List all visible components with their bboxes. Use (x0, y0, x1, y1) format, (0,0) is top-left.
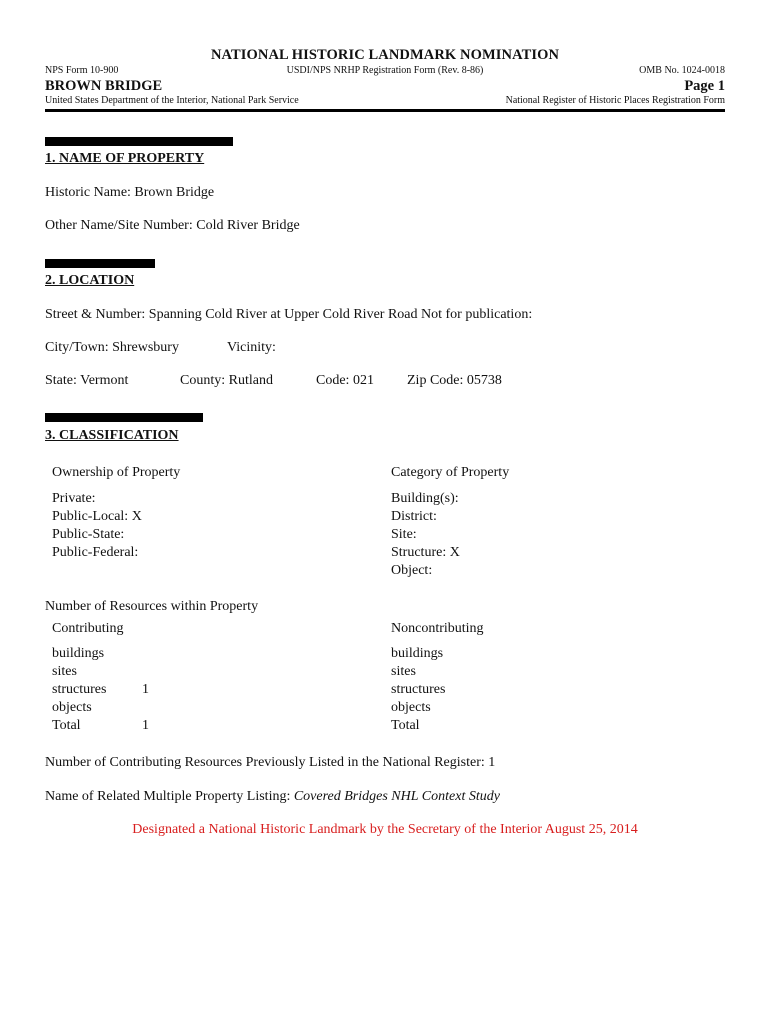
category-district: District: (391, 509, 437, 524)
noncontributing-objects-label: objects (391, 700, 431, 715)
form-revision: USDI/NPS NRHP Registration Form (Rev. 8-86) (286, 65, 484, 76)
city-town: City/Town: Shrewsbury (45, 340, 179, 355)
omb-number: OMB No. 1024-0018 (639, 65, 725, 76)
category-buildings: Building(s): (391, 491, 459, 506)
contributing-buildings-label: buildings (52, 646, 105, 661)
contributing-total-value: 1 (142, 718, 149, 733)
noncontributing-heading: Noncontributing (391, 621, 484, 636)
document-title: NATIONAL HISTORIC LANDMARK NOMINATION (210, 47, 560, 63)
street-number: Street & Number: Spanning Cold River at Upper Cold River Road Not for publication: (45, 307, 533, 322)
vicinity: Vicinity: (227, 340, 276, 355)
noncontributing-structures-label: structures (391, 682, 446, 697)
category-site: Site: (391, 527, 417, 542)
noncontributing-total-label: Total (391, 718, 420, 733)
county: County: Rutland (180, 373, 273, 388)
contributing-structures-label: structures (52, 682, 107, 697)
related-listing-value: Covered Bridges NHL Context Study (293, 789, 500, 804)
category-structure: Structure: X (391, 545, 460, 560)
section-1-bar (45, 137, 233, 146)
section-2-heading: 2. LOCATION (45, 273, 135, 288)
category-heading: Category of Property (391, 465, 510, 480)
department-line: United States Department of the Interior, National Park Service (45, 95, 299, 106)
previously-listed: Number of Contributing Resources Previously Listed in the National Register: 1 (45, 755, 496, 770)
zip-code: Zip Code: 05738 (407, 373, 502, 388)
ownership-private: Private: (52, 491, 96, 506)
related-listing-label: Name of Related Multiple Property Listing: (45, 789, 294, 804)
resources-heading: Number of Resources within Property (45, 599, 259, 614)
header-rule (45, 109, 725, 112)
contributing-objects-label: objects (52, 700, 92, 715)
section-3-bar (45, 413, 203, 422)
ownership-public-federal: Public-Federal: (52, 545, 139, 560)
noncontributing-buildings-label: buildings (391, 646, 444, 661)
ownership-public-local: Public-Local: X (52, 509, 142, 524)
ownership-heading: Ownership of Property (52, 465, 181, 480)
historic-name: Historic Name: Brown Bridge (45, 185, 215, 200)
noncontributing-sites-label: sites (391, 664, 416, 679)
section-2-bar (45, 259, 155, 268)
section-1-heading: 1. NAME OF PROPERTY (45, 151, 205, 166)
property-name-header: BROWN BRIDGE (45, 78, 163, 94)
other-name: Other Name/Site Number: Cold River Bridge (45, 218, 300, 233)
related-listing (45, 789, 500, 805)
contributing-total-label: Total (52, 718, 81, 733)
contributing-sites-label: sites (52, 664, 77, 679)
page-number: Page 1 (684, 78, 725, 94)
form-number: NPS Form 10-900 (45, 65, 119, 76)
register-line: National Register of Historic Places Registration Form (505, 95, 725, 106)
section-3-heading: 3. CLASSIFICATION (45, 428, 179, 443)
ownership-public-state: Public-State: (52, 527, 125, 542)
contributing-structures-value: 1 (142, 682, 149, 697)
category-object: Object: (391, 563, 433, 578)
state: State: Vermont (45, 373, 129, 388)
contributing-heading: Contributing (52, 621, 124, 636)
county-code: Code: 021 (316, 373, 374, 388)
designation-note: Designated a National Historic Landmark by the Secretary of the Interior August 25, 2014 (132, 822, 638, 837)
